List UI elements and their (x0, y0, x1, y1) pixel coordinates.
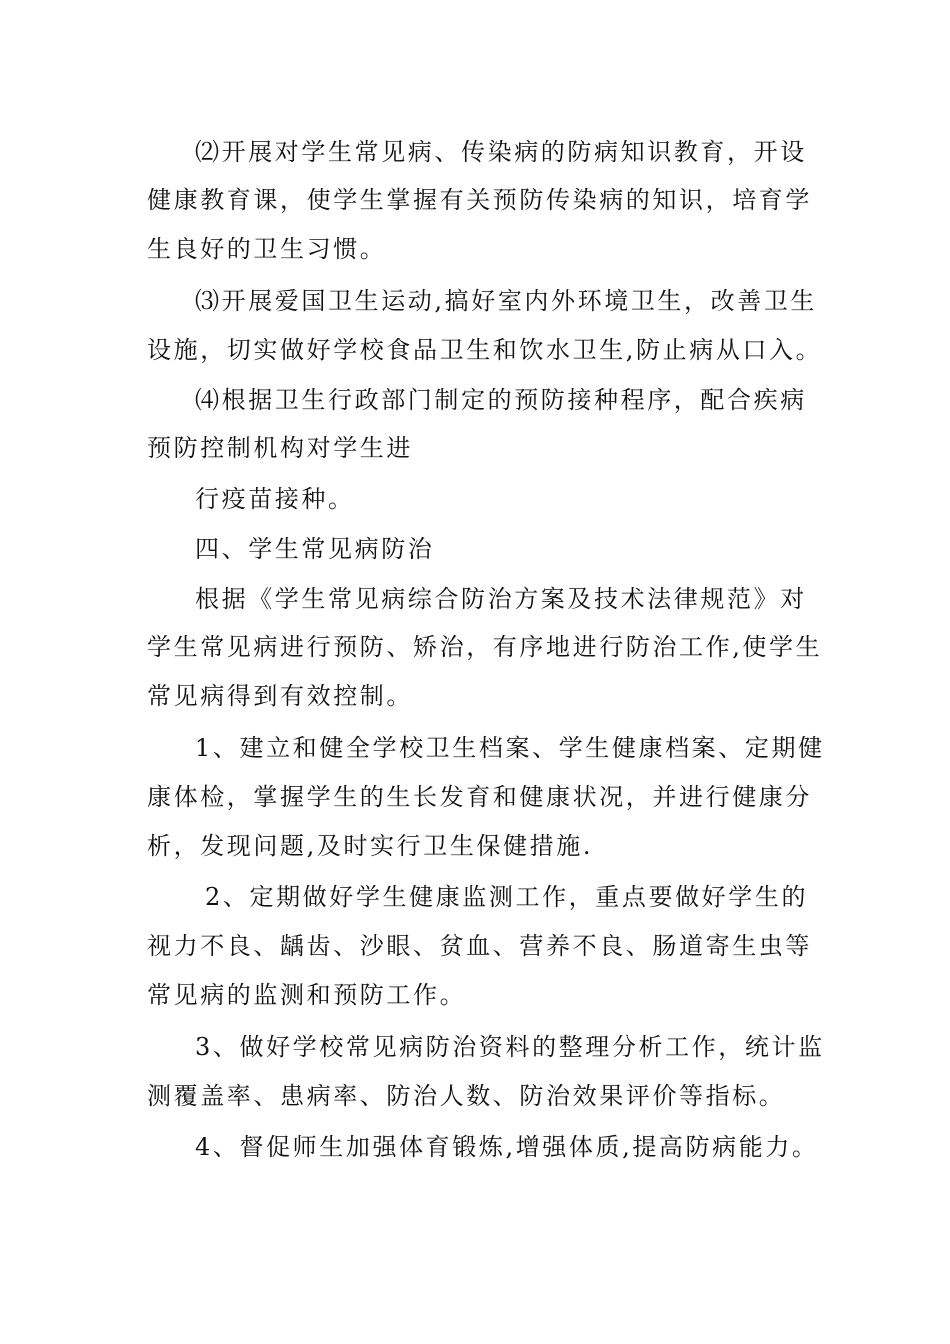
item-3-line-1: 3、做好学校常见病防治资料的整理分析工作，统计监 (195, 1033, 825, 1061)
item-2-line-3: 常见病的监测和预防工作。 (147, 981, 467, 1009)
paragraph-4-line-3: 行疫苗接种。 (195, 485, 355, 513)
section-heading: 四、学生常见病防治 (195, 535, 435, 563)
paragraph-2-line-1: ⑵开展对学生常见病、传染病的防病知识教育，开设 (195, 138, 807, 166)
paragraph-4-line-1: ⑷根据卫生行政部门制定的预防接种程序，配合疾病 (195, 386, 807, 414)
item-3-line-2: 测覆盖率、患病率、防治人数、防治效果评价等指标。 (147, 1082, 786, 1110)
intro-line-1: 根据《学生常见病综合防治方案及技术法律规范》对 (195, 585, 807, 613)
intro-line-2: 学生常见病进行预防、矫治，有序地进行防治工作,使学生 (147, 633, 823, 661)
item-4-line-1: 4、督促师生加强体育锻炼,增强体质,提高防病能力。 (195, 1133, 819, 1161)
paragraph-2-line-3: 生良好的卫生习惯。 (147, 235, 387, 263)
paragraph-3-line-1: ⑶开展爱国卫生运动,搞好室内外环境卫生，改善卫生 (195, 287, 818, 315)
item-2-line-1: 2、定期做好学生健康监测工作，重点要做好学生的 (205, 883, 809, 911)
paragraph-4-line-2: 预防控制机构对学生进 (147, 434, 413, 462)
item-2-line-2: 视力不良、龋齿、沙眼、贫血、营养不良、肠道寄生虫等 (147, 932, 812, 960)
item-1-line-1: 1、建立和健全学校卫生档案、学生健康档案、定期健 (195, 734, 825, 762)
paragraph-3-line-2: 设施，切实做好学校食品卫生和饮水卫生,防止病从口入。 (147, 336, 823, 364)
intro-line-3: 常见病得到有效控制。 (147, 682, 413, 710)
item-1-line-3: 析，发现问题,及时实行卫生保健措施. (147, 832, 594, 860)
paragraph-2-line-2: 健康教育课，使学生掌握有关预防传染病的知识，培育学 (147, 186, 812, 214)
item-1-line-2: 康体检，掌握学生的生长发育和健康状况，并进行健康分 (147, 783, 812, 811)
